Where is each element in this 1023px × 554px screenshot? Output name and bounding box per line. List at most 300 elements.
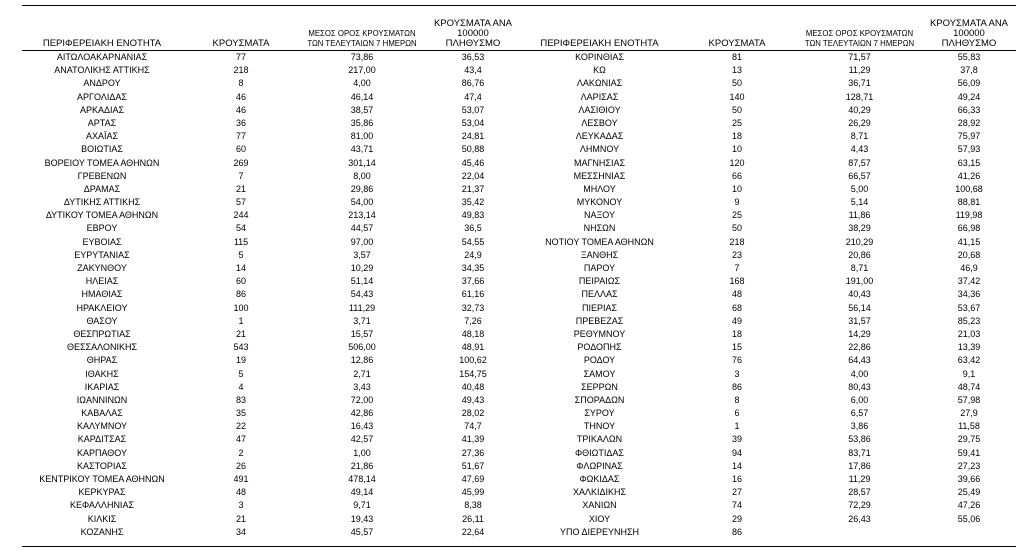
table-row [522, 486, 1016, 499]
cell-region: ΕΥΡΥΤΑΝΙΑΣ [74, 249, 130, 260]
cell-region: ΑΙΤΩΛΟΑΚΑΡΝΑΝΙΑΣ [56, 52, 148, 62]
cell-per100k: 53,04 [461, 117, 485, 128]
table-row [522, 460, 1016, 473]
cell-cases: 16 [731, 474, 742, 484]
cell-cases: 218 [233, 65, 249, 76]
cell-region: ΛΕΣΒΟΥ [581, 117, 618, 128]
cell-cases: 1 [734, 421, 740, 432]
cell-region: ΚΕΡΚΥΡΑΣ [78, 487, 126, 498]
cell-cases: 140 [729, 91, 745, 102]
cell-avg7: 5,14 [850, 197, 869, 208]
cell-per100k: 66,33 [957, 104, 981, 115]
header-per100k-line1: ΚΡΟΥΣΜΑΤΑ ΑΝΑ 100000 [433, 18, 513, 39]
table-row [22, 302, 522, 315]
cell-per100k: 7,26 [464, 315, 482, 326]
table-row [22, 196, 522, 209]
cell-cases: 8 [734, 394, 740, 405]
cell-region: ΧΑΛΚΙΔΙΚΗΣ [572, 487, 627, 498]
cell-avg7: 15,57 [350, 328, 374, 339]
cell-avg7: 56,14 [848, 302, 871, 313]
cell-region: ΚΟΡΙΝΘΙΑΣ [575, 52, 624, 62]
cell-cases: 50 [731, 223, 742, 234]
cell-per100k: 63,42 [957, 355, 981, 366]
cell-cases: 57 [235, 197, 246, 208]
cell-cases: 26 [235, 460, 246, 471]
table-row [522, 513, 1016, 526]
header-per100k [424, 19, 522, 49]
right-table [522, 18, 1016, 539]
cell-region: ΦΛΩΡΙΝΑΣ [576, 460, 623, 471]
cell-avg7: 6,00 [850, 394, 869, 405]
cell-per100k: 47,4 [464, 91, 482, 102]
header-per100k-line1: ΚΡΟΥΣΜΑΤΑ ΑΝΑ 100000 [929, 18, 1009, 39]
cell-cases: 14 [235, 263, 246, 273]
cell-region: ΧΑΝΙΩΝ [582, 500, 617, 511]
cell-cases: 1 [238, 315, 244, 326]
table-row [522, 104, 1016, 117]
cell-per100k: 8,38 [464, 500, 482, 511]
cell-avg7: 72,00 [350, 394, 374, 405]
table-row [522, 526, 1016, 539]
cell-per100k: 22,64 [461, 526, 485, 537]
header-region: ΠΕΡΙΦΕΡΕΙΑΚΗ ΕΝΟΤΗΤΑ [540, 38, 659, 49]
table-row [22, 420, 522, 433]
cell-avg7: 478,14 [348, 474, 376, 484]
table-row [522, 77, 1016, 90]
cell-region: ΛΗΜΝΟΥ [579, 144, 620, 155]
cell-cases: 60 [235, 276, 246, 287]
cell-avg7: 9,71 [353, 500, 371, 511]
table-row [22, 513, 522, 526]
header-cases: ΚΡΟΥΣΜΑΤΑ [212, 38, 270, 49]
cell-cases: 76 [731, 355, 742, 366]
cell-region: ΘΗΡΑΣ [86, 355, 118, 366]
cell-avg7: 36,71 [848, 78, 871, 89]
cell-cases: 34 [235, 526, 246, 537]
header-avg7-line1: ΜΕΣΟΣ ΟΡΟΣ ΚΡΟΥΣΜΑΤΩΝ [805, 29, 914, 38]
table-row [522, 170, 1016, 183]
cell-avg7: 31,57 [848, 315, 871, 326]
cell-cases: 68 [731, 302, 742, 313]
cell-per100k: 61,16 [461, 289, 485, 300]
cell-cases: 3 [734, 368, 740, 379]
cell-region: ΣΠΟΡΑΔΩΝ [574, 394, 625, 405]
cell-avg7: 6,57 [850, 408, 869, 419]
cell-per100k: 45,46 [461, 157, 485, 168]
cell-per100k: 47,26 [957, 500, 981, 511]
cell-avg7: 17,86 [848, 460, 871, 471]
cell-region: ΞΑΝΘΗΣ [580, 249, 619, 260]
table-row [22, 341, 522, 354]
cell-region: ΕΥΒΟΙΑΣ [82, 236, 122, 247]
cell-avg7: 81,00 [350, 131, 374, 142]
cell-avg7: 5,00 [850, 183, 869, 194]
cell-avg7: 87,57 [848, 157, 871, 168]
table-row [522, 51, 1016, 64]
cell-per100k: 32,73 [461, 302, 485, 313]
table-row [522, 288, 1016, 301]
cell-cases: 244 [233, 210, 249, 221]
cell-avg7: 54,00 [350, 197, 374, 208]
cell-per100k: 75,97 [957, 131, 981, 142]
cell-region: ΤΡΙΚΑΛΩΝ [576, 434, 623, 445]
cell-per100k: 28,92 [957, 117, 981, 128]
cell-region: ΙΩΑΝΝΙΝΩΝ [76, 394, 128, 405]
cell-cases: 10 [731, 144, 742, 155]
cell-region: ΓΡΕΒΕΝΩΝ [77, 170, 127, 181]
cell-region: ΜΥΚΟΝΟΥ [576, 197, 623, 208]
cell-cases: 21 [235, 513, 246, 524]
table-row [522, 394, 1016, 407]
cell-cases: 77 [235, 131, 246, 142]
table-row [522, 420, 1016, 433]
cell-avg7: 14,29 [848, 328, 871, 339]
header-avg7-line1: ΜΕΣΟΣ ΟΡΟΣ ΚΡΟΥΣΜΑΤΩΝ [308, 29, 416, 38]
cell-avg7: 42,86 [350, 408, 374, 419]
table-row [22, 394, 522, 407]
cell-avg7: 3,43 [353, 381, 371, 392]
table-row [22, 157, 522, 170]
cell-avg7: 35,86 [350, 117, 374, 128]
cell-avg7: 11,29 [848, 65, 871, 76]
table-row [22, 209, 522, 222]
table-row [22, 262, 522, 275]
cell-region: ΙΘΑΚΗΣ [85, 368, 119, 379]
cell-avg7: 80,43 [848, 381, 871, 392]
cell-per100k: 48,74 [957, 381, 981, 392]
cell-avg7: 3,57 [353, 249, 371, 260]
table-row [22, 104, 522, 117]
cell-avg7: 191,00 [845, 276, 874, 287]
table-row [522, 64, 1016, 77]
table-row [22, 499, 522, 512]
cell-region: ΚΑΣΤΟΡΙΑΣ [77, 460, 127, 471]
cell-region: ΛΑΡΙΣΑΣ [580, 91, 619, 102]
cell-cases: 5 [238, 368, 244, 379]
cell-cases: 74 [731, 500, 742, 511]
cell-avg7: 26,29 [848, 117, 871, 128]
cell-avg7: 3,86 [850, 421, 869, 432]
cell-per100k: 56,09 [957, 78, 981, 89]
cell-per100k: 25,49 [957, 487, 981, 498]
table-row [522, 196, 1016, 209]
cell-avg7: 16,43 [350, 421, 374, 432]
cell-avg7: 44,57 [350, 223, 374, 234]
cell-per100k: 85,23 [957, 315, 981, 326]
cell-region: ΠΙΕΡΙΑΣ [581, 302, 618, 313]
cell-region: ΔΥΤΙΚΗΣ ΑΤΤΙΚΗΣ [63, 197, 141, 208]
cell-region: ΘΑΣΟΥ [86, 315, 118, 326]
cell-cases: 14 [731, 460, 742, 471]
cell-cases: 54 [235, 223, 246, 234]
cell-region: ΤΗΝΟΥ [583, 421, 616, 432]
cell-avg7: 301,14 [348, 157, 376, 168]
cell-avg7: 40,43 [848, 289, 871, 300]
cell-avg7: 2,71 [353, 368, 371, 379]
cell-cases: 94 [731, 447, 742, 458]
cell-avg7: 38,29 [848, 223, 871, 234]
cell-cases: 29 [731, 513, 742, 524]
table-top-border [22, 5, 1016, 6]
cell-cases: 168 [729, 276, 745, 287]
cell-cases: 3 [238, 500, 244, 511]
cell-avg7: 22,86 [848, 342, 871, 353]
table-row [522, 249, 1016, 262]
cell-per100k: 50,88 [461, 144, 485, 155]
cell-avg7: 51,14 [350, 276, 374, 287]
cell-region: ΙΚΑΡΙΑΣ [84, 381, 120, 392]
table-row [22, 473, 522, 486]
header-per100k-line2: ΠΛΗΘΥΣΜΟ [941, 38, 997, 49]
table-row [22, 143, 522, 156]
cell-per100k: 57,93 [957, 144, 981, 155]
cell-per100k: 41,26 [957, 170, 981, 181]
cell-avg7: 111,29 [348, 302, 376, 313]
cell-region: ΗΛΕΙΑΣ [85, 276, 119, 287]
cell-avg7: 42,57 [350, 434, 374, 445]
cell-cases: 86 [731, 526, 742, 537]
table-row [22, 407, 522, 420]
cell-region: ΚΑΡΔΙΤΣΑΣ [77, 434, 127, 445]
cell-per100k: 40,48 [461, 381, 485, 392]
cell-avg7: 4,00 [353, 78, 371, 89]
cell-region: ΥΠΟ ΔΙΕΡΕΥΝΗΣΗ [559, 526, 640, 537]
cell-region: ΔΡΑΜΑΣ [83, 183, 121, 194]
cell-per100k: 37,42 [957, 276, 981, 287]
cell-avg7: 213,14 [348, 210, 376, 221]
header-avg7-line2: ΤΩΝ ΤΕΛΕΥΤΑΙΩΝ 7 ΗΜΕΡΩΝ [307, 39, 417, 48]
cell-region: ΦΩΚΙΔΑΣ [579, 474, 620, 484]
cell-region: ΝΗΣΩΝ [583, 223, 616, 234]
cell-cases: 5 [238, 249, 244, 260]
cell-per100k: 53,07 [461, 104, 485, 115]
header-avg7 [797, 29, 922, 49]
cell-per100k: 88,81 [957, 197, 981, 208]
cell-per100k: 21,03 [957, 328, 981, 339]
table-row [522, 381, 1016, 394]
cell-per100k: 100,68 [955, 183, 983, 194]
cell-cases: 18 [731, 328, 742, 339]
cell-cases: 115 [233, 236, 249, 247]
cell-per100k: 27,9 [960, 408, 978, 419]
table-row [522, 143, 1016, 156]
table-row [522, 157, 1016, 170]
table-row [22, 51, 522, 64]
cell-per100k: 11,58 [958, 421, 980, 432]
table-row [522, 447, 1016, 460]
cell-per100k: 48,91 [461, 342, 485, 353]
cell-region: ΕΒΡΟΥ [86, 223, 118, 234]
cell-per100k: 36,53 [461, 52, 485, 62]
table-row [22, 249, 522, 262]
cell-avg7: 8,71 [850, 131, 869, 142]
cell-per100k: 53,67 [957, 302, 981, 313]
cell-avg7: 83,71 [848, 447, 871, 458]
cell-per100k: 22,04 [461, 170, 485, 181]
cell-region: ΡΟΔΟΥ [583, 355, 616, 366]
table-row [22, 460, 522, 473]
table-row [22, 117, 522, 130]
cell-region: ΜΗΛΟΥ [583, 183, 616, 194]
table-row [522, 499, 1016, 512]
cell-cases: 48 [235, 487, 246, 498]
cell-region: ΘΕΣΣΑΛΟΝΙΚΗΣ [66, 342, 138, 353]
cell-per100k: 20,68 [957, 249, 981, 260]
table-row [522, 236, 1016, 249]
header-region: ΠΕΡΙΦΕΡΕΙΑΚΗ ΕΝΟΤΗΤΑ [42, 38, 162, 49]
cell-region: ΔΥΤΙΚΟΥ ΤΟΜΕΑ ΑΘΗΝΩΝ [45, 210, 159, 221]
cell-cases: 46 [235, 91, 246, 102]
cell-avg7: 28,57 [848, 487, 871, 498]
cell-region: ΧΙΟΥ [588, 513, 611, 524]
cell-avg7: 3,71 [353, 315, 371, 326]
cell-region: ΚΑΡΠΑΘΟΥ [76, 447, 128, 458]
cell-region: ΚΩ [593, 65, 606, 76]
cell-cases: 4 [238, 381, 244, 392]
cell-per100k: 119,98 [955, 210, 983, 221]
cell-cases: 7 [734, 263, 740, 273]
cell-per100k: 49,43 [461, 394, 485, 405]
cell-per100k: 36,5 [464, 223, 482, 234]
cell-per100k: 21,37 [461, 183, 485, 194]
cell-per100k: 49,24 [957, 91, 981, 102]
left-table [22, 18, 522, 539]
cell-avg7: 1,00 [353, 447, 371, 458]
cell-cases: 100 [233, 302, 249, 313]
table-row [522, 130, 1016, 143]
cell-avg7: 45,57 [350, 526, 374, 537]
header-cases: ΚΡΟΥΣΜΑΤΑ [708, 38, 766, 49]
table-row [522, 262, 1016, 275]
cell-per100k: 41,39 [461, 434, 485, 445]
cell-per100k: 13,39 [957, 342, 981, 353]
cell-region: ΚΕΝΤΡΙΚΟΥ ΤΟΜΕΑ ΑΘΗΝΩΝ [39, 474, 165, 484]
cell-cases: 6 [734, 408, 740, 419]
cell-per100k: 51,67 [461, 460, 485, 471]
cell-region: ΚΑΛΥΜΝΟΥ [76, 421, 128, 432]
cell-region: ΛΑΣΙΘΙΟΥ [578, 104, 621, 115]
table-row [22, 447, 522, 460]
cell-avg7: 26,43 [848, 513, 871, 524]
table-row [522, 473, 1016, 486]
cell-region: ΚΟΖΑΝΗΣ [80, 526, 124, 537]
left-table-header [22, 18, 522, 51]
cell-cases: 86 [235, 289, 246, 300]
cell-cases: 83 [235, 394, 246, 405]
cell-avg7: 217,00 [348, 65, 376, 76]
cell-region: ΒΟΙΩΤΙΑΣ [81, 144, 123, 155]
cell-cases: 10 [731, 183, 742, 194]
cell-region: ΛΕΥΚΑΔΑΣ [575, 131, 624, 142]
cell-avg7: 97,00 [350, 236, 374, 247]
cell-per100k: 46,9 [960, 263, 978, 273]
cell-avg7: 73,86 [350, 52, 374, 62]
cell-per100k: 49,83 [461, 210, 485, 221]
cell-region: ΣΕΡΡΩΝ [581, 381, 618, 392]
cell-region: ΠΑΡΟΥ [583, 263, 616, 273]
cell-per100k: 57,98 [957, 394, 981, 405]
cell-region: ΣΥΡΟΥ [584, 408, 615, 419]
cell-cases: 18 [731, 131, 742, 142]
cell-region: ΛΑΚΩΝΙΑΣ [576, 78, 623, 89]
cell-per100k: 24,81 [461, 131, 485, 142]
cell-cases: 22 [235, 421, 246, 432]
cell-region: ΚΑΒΑΛΑΣ [81, 408, 123, 419]
cell-avg7: 11,29 [848, 474, 871, 484]
cell-region: ΑΧΑΪΑΣ [85, 131, 119, 142]
cell-avg7: 210,29 [845, 236, 874, 247]
cell-region: ΣΑΜΟΥ [583, 368, 616, 379]
cell-per100k: 59,41 [957, 447, 981, 458]
cell-avg7: 38,57 [350, 104, 374, 115]
cell-per100k: 28,02 [461, 408, 485, 419]
cell-cases: 8 [238, 78, 244, 89]
cell-cases: 9 [734, 197, 740, 208]
header-avg7-line2: ΤΩΝ ΤΕΛΕΥΤΑΙΩΝ 7 ΗΜΕΡΩΝ [804, 39, 915, 48]
cell-avg7: 10,29 [350, 263, 374, 273]
table-row [22, 91, 522, 104]
cell-cases: 21 [235, 183, 246, 194]
cell-region: ΑΝΑΤΟΛΙΚΗΣ ΑΤΤΙΚΗΣ [54, 65, 150, 76]
cell-avg7: 43,71 [350, 144, 374, 155]
cell-per100k: 26,11 [462, 513, 484, 524]
cell-region: ΠΕΙΡΑΙΩΣ [578, 276, 621, 287]
cell-per100k: 63,15 [957, 157, 981, 168]
cell-cases: 2 [238, 447, 244, 458]
cell-avg7: 53,86 [848, 434, 871, 445]
cell-per100k: 47,69 [461, 474, 485, 484]
cell-avg7: 128,71 [845, 91, 874, 102]
cell-cases: 77 [235, 52, 246, 62]
cell-avg7: 40,29 [848, 104, 871, 115]
cell-per100k: 39,66 [957, 474, 981, 484]
cell-avg7: 72,29 [848, 500, 871, 511]
table-row [22, 236, 522, 249]
cell-per100k: 48,18 [461, 328, 485, 339]
table-row [522, 91, 1016, 104]
cell-region: ΝΑΞΟΥ [583, 210, 616, 221]
cell-avg7: 20,86 [848, 249, 871, 260]
table-row [522, 368, 1016, 381]
cell-avg7: 49,14 [350, 487, 374, 498]
cell-cases: 46 [235, 104, 246, 115]
cell-per100k: 154,75 [459, 368, 487, 379]
cell-cases: 47 [235, 434, 246, 445]
cell-avg7: 71,57 [848, 52, 871, 62]
cell-per100k: 100,62 [459, 355, 487, 366]
table-row [522, 117, 1016, 130]
cell-cases: 39 [731, 434, 742, 445]
cell-cases: 25 [731, 210, 742, 221]
cell-cases: 7 [238, 170, 244, 181]
table-row [22, 328, 522, 341]
cell-region: ΘΕΣΠΡΩΤΙΑΣ [73, 328, 131, 339]
cell-region: ΖΑΚΥΝΘΟΥ [77, 263, 127, 273]
cell-avg7: 29,86 [350, 183, 374, 194]
cell-per100k: 34,35 [461, 263, 485, 273]
cell-cases: 50 [731, 104, 742, 115]
cell-region: ΑΡΤΑΣ [87, 117, 117, 128]
cell-cases: 27 [731, 487, 742, 498]
table-row [522, 275, 1016, 288]
cell-avg7: 8,71 [850, 263, 869, 273]
cell-cases: 120 [729, 157, 745, 168]
table-row [522, 183, 1016, 196]
cell-cases: 23 [731, 249, 742, 260]
table-row [522, 209, 1016, 222]
cell-per100k: 55,06 [957, 513, 981, 524]
table-row [522, 341, 1016, 354]
